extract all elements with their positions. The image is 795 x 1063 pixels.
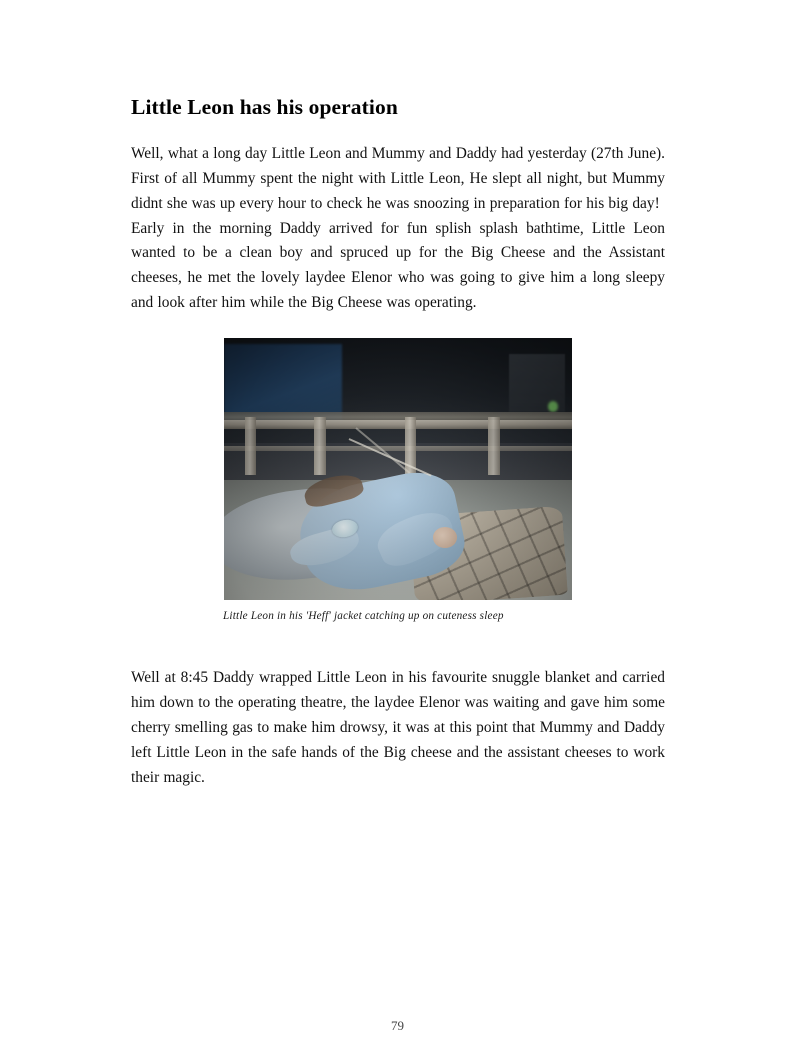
- paragraph-1: Well, what a long day Little Leon and Mummy and Daddy had yesterday (27th June). First of all Mummy spent the night with Little Leon, He slept all night, but Mummy didnt she was up every hour to check he was snoozing in preparation for his big day!: [131, 144, 665, 212]
- photo-indicator-light: [548, 401, 558, 411]
- document-body: [131, 96, 665, 791]
- paragraph-3: Well at 8:45 Daddy wrapped Little Leon in his favourite snuggle blanket and carried him down to the operating theatre, the laydee Elenor was waiting and gave him some cherry smelling gas to make him drowsy, it was at this point that Mummy and Daddy left Little Leon in the safe hands of the Big cheese and the assistant cheeses to work their magic.: [131, 669, 665, 787]
- page-number: 79: [391, 1018, 404, 1033]
- paragraph-2: Early in the morning Daddy arrived for fun splish splash bathtime, Little Leon wanted to be a clean boy and spruced up for the Big Cheese and the Assistant cheeses, he met the lovely laydee Elenor who was going to give him a long sleepy and look after him while the Big Cheese was operating.: [131, 219, 665, 312]
- figure-block: [131, 338, 665, 622]
- photo-cot-bar: [314, 417, 325, 475]
- page-title: Little Leon has his operation: [131, 95, 398, 119]
- photo-blue-wall: [224, 344, 342, 423]
- photo-baby-hand: [433, 527, 457, 548]
- figure-caption: Little Leon in his 'Heff' jacket catching up on cuteness sleep: [223, 610, 504, 623]
- photo-cot-bar: [245, 417, 256, 475]
- photograph-of-baby-sleeping-in-hospital-cot: [224, 338, 572, 600]
